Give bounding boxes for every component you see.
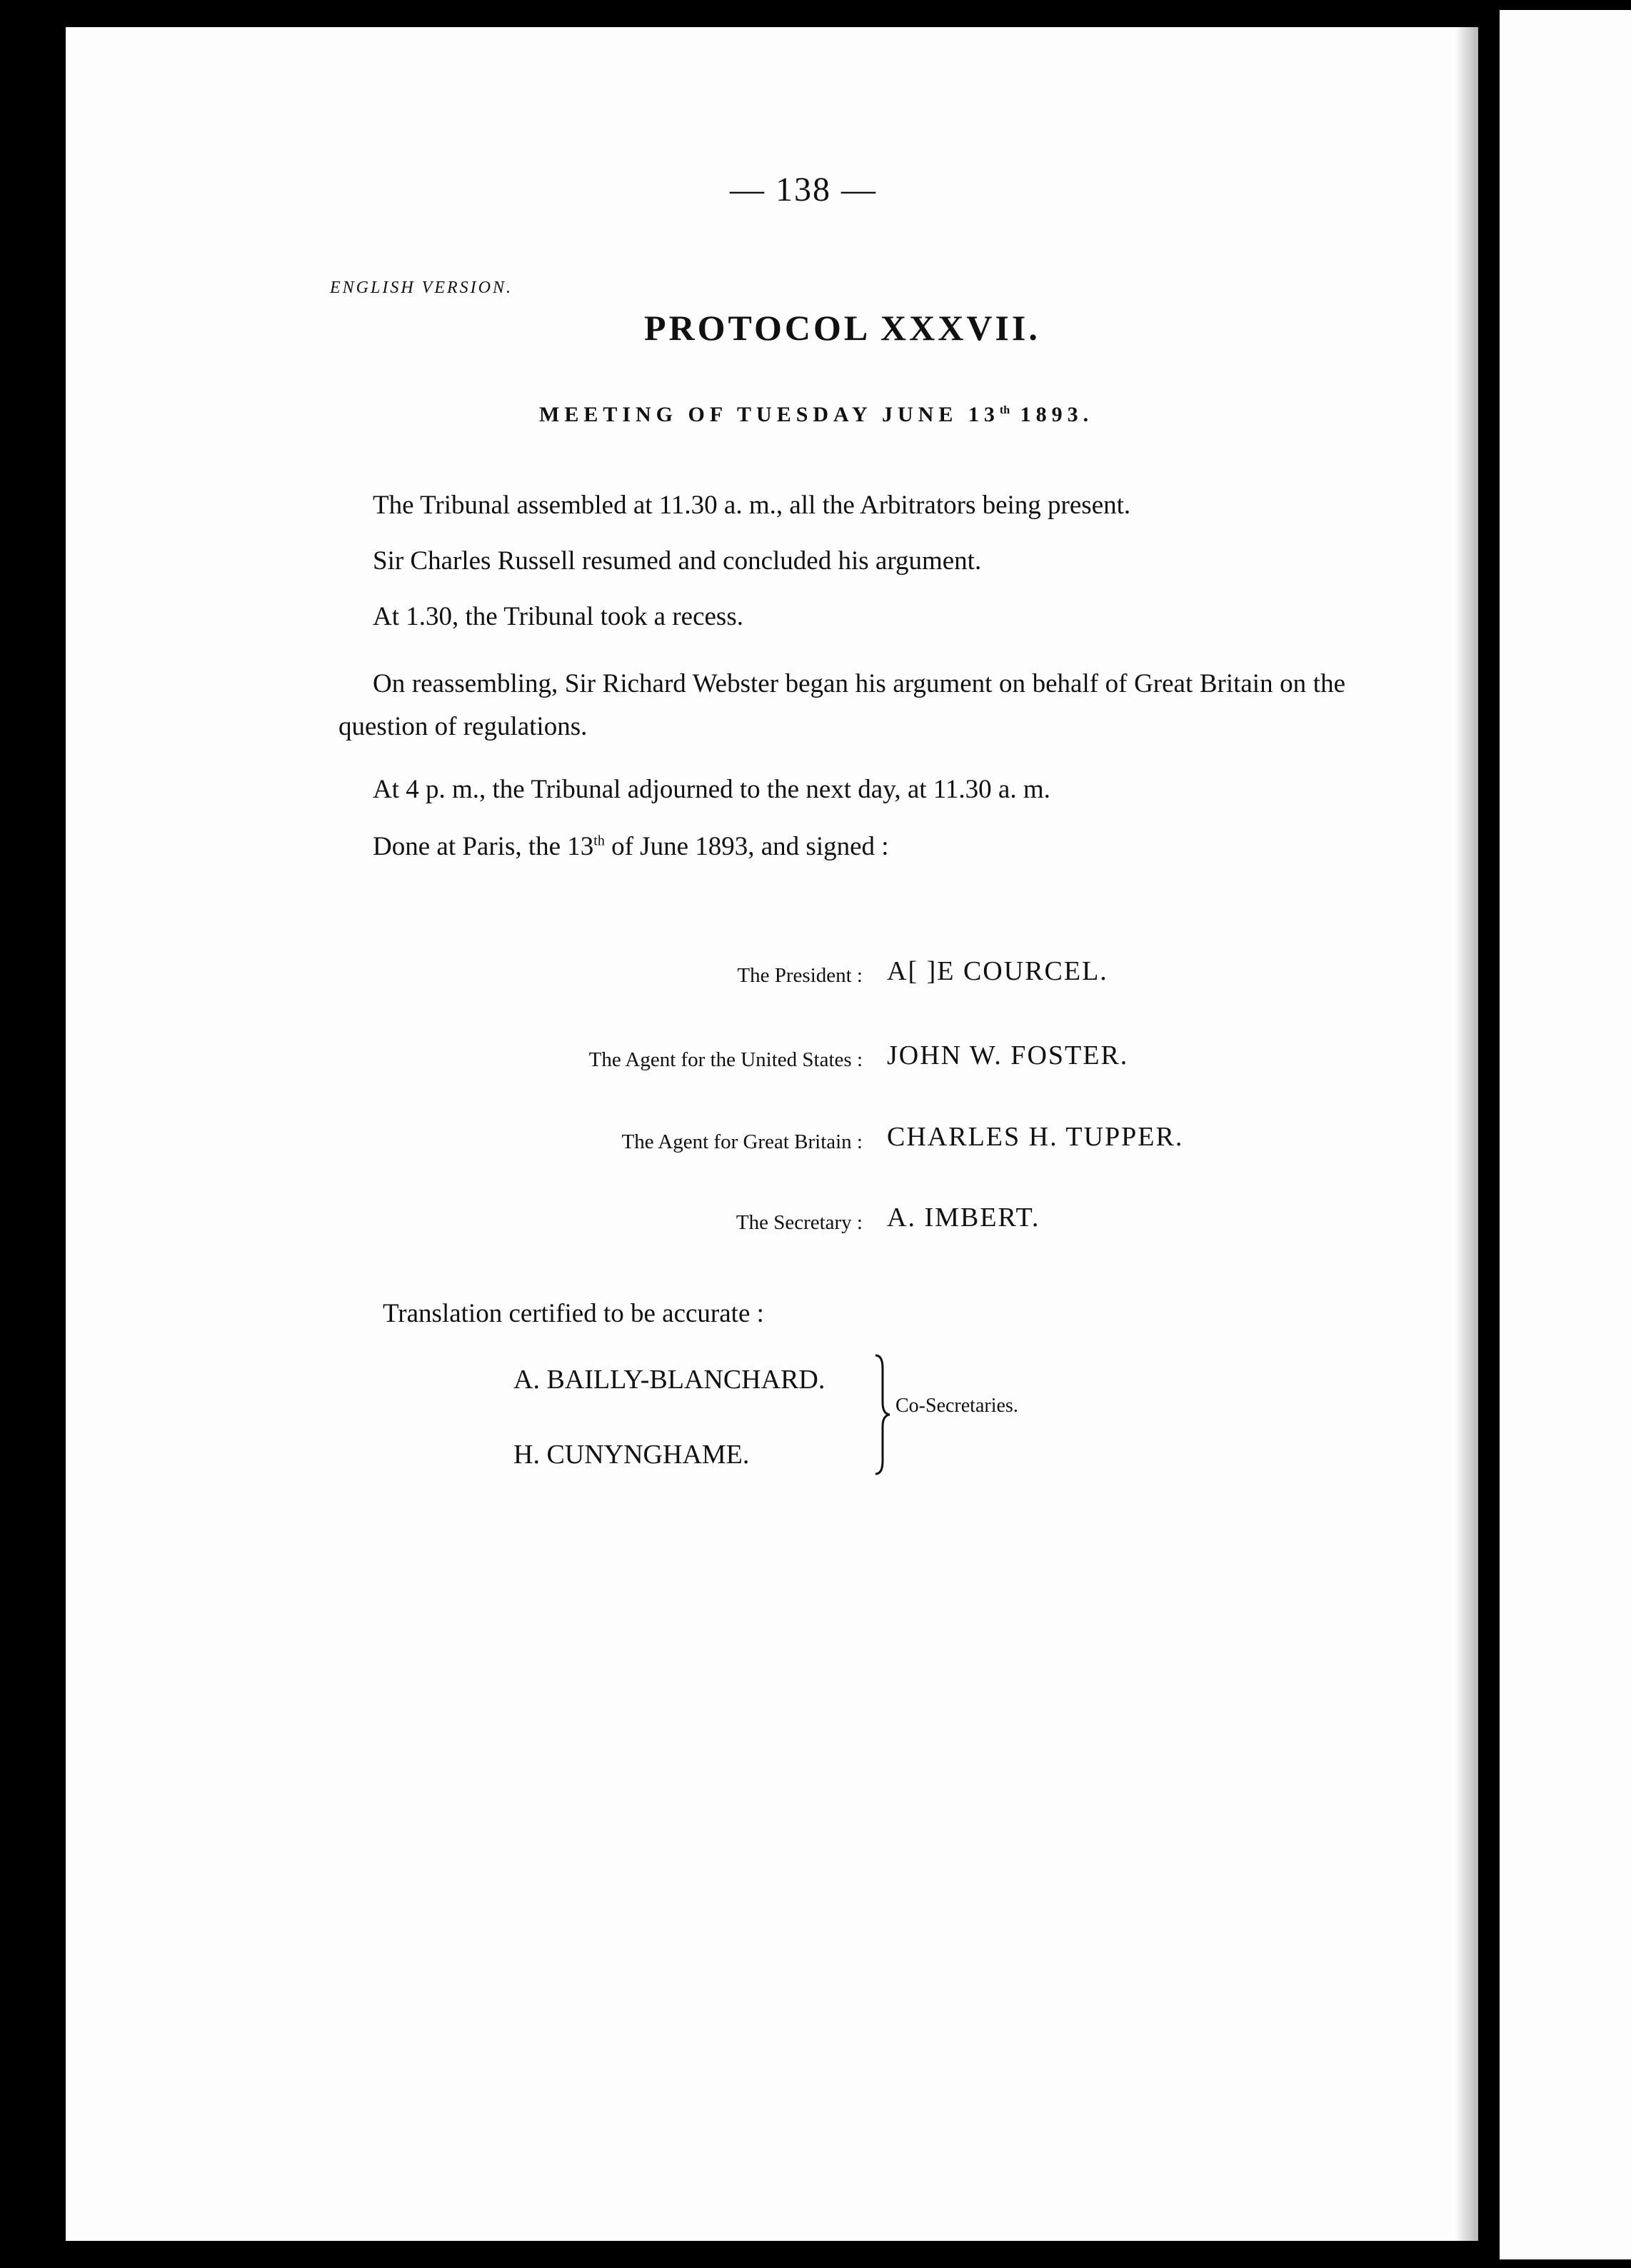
meeting-year: 1893. xyxy=(1010,403,1094,426)
meeting-date-text: MEETING OF TUESDAY JUNE 13 xyxy=(539,403,1000,426)
paragraph-russell: Sir Charles Russell resumed and concluded his argument. xyxy=(373,546,982,576)
page-number: — 138 — xyxy=(730,171,877,209)
signature-role-gb-agent: The Agent for Great Britain : xyxy=(621,1130,863,1153)
document-page xyxy=(66,27,1478,2241)
signature-name-gb-agent: CHARLES H. TUPPER. xyxy=(887,1122,1184,1152)
signature-name-president: A[ ]E COURCEL. xyxy=(887,956,1108,986)
translation-statement: Translation certified to be accurate : xyxy=(383,1299,764,1328)
curly-brace-icon xyxy=(873,1354,891,1475)
paragraph-assembled: The Tribunal assembled at 11.30 a. m., all the Arbitrators being present. xyxy=(373,491,1131,520)
paragraph-webster: On reassembling, Sir Richard Webster began his argument on behalf of Great Britain on the question of regulations. xyxy=(338,669,1345,741)
done-at-text-end: of June 1893, and signed : xyxy=(604,832,889,861)
co-secretaries-label: Co-Secretaries. xyxy=(895,1395,1018,1417)
meeting-heading xyxy=(539,403,1093,427)
done-at-text: Done at Paris, the 13 xyxy=(373,832,594,861)
co-secretary-name: A. BAILLY-BLANCHARD. xyxy=(513,1365,825,1395)
signature-role-president: The President : xyxy=(737,964,863,987)
paragraph-recess: At 1.30, the Tribunal took a recess. xyxy=(373,602,743,631)
signature-role-secretary: The Secretary : xyxy=(736,1211,863,1234)
co-secretary-name: H. CUNYNGHAME. xyxy=(513,1440,750,1470)
paragraph-done-at xyxy=(373,826,1330,868)
signature-name-secretary: A. IMBERT. xyxy=(887,1203,1040,1233)
adjacent-page-edge xyxy=(1500,10,1631,2259)
done-at-ordinal: th xyxy=(593,833,605,849)
meeting-date-ordinal: th xyxy=(999,404,1010,416)
signature-name-us-agent: JOHN W. FOSTER. xyxy=(887,1040,1129,1070)
protocol-title: PROTOCOL XXXVII. xyxy=(644,308,1040,348)
page-gutter-shadow xyxy=(1455,27,1478,2241)
version-label: ENGLISH VERSION. xyxy=(330,279,513,297)
paragraph-adjourned: At 4 p. m., the Tribunal adjourned to the next day, at 11.30 a. m. xyxy=(373,775,1050,804)
signature-role-us-agent: The Agent for the United States : xyxy=(588,1048,863,1071)
